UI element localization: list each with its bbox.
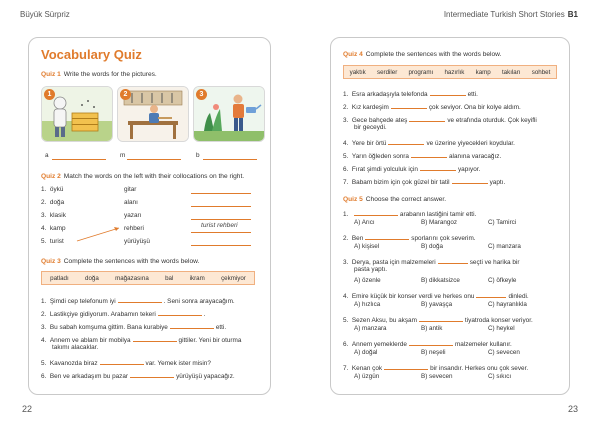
sentence-text: var. Yemek ister misin?: [145, 360, 211, 367]
option-c[interactable]: C) sıkıcı: [488, 373, 512, 380]
book-title: Büyük Sürpriz: [20, 10, 70, 19]
quiz-5-question-2: [343, 233, 476, 243]
quiz-5-question-5: [343, 315, 533, 325]
sentence-text: yaptı.: [489, 179, 506, 186]
page-number-left: 22: [22, 404, 33, 414]
option-a[interactable]: A) özenle: [354, 277, 381, 284]
match-answer-line-3[interactable]: [191, 219, 251, 220]
level-badge: B1: [567, 10, 578, 19]
quiz-3-instruction: Complete the sentences with the words below.: [63, 258, 200, 265]
match-answer-line-2[interactable]: [191, 206, 251, 207]
sentence-text: çok seviyor. Ona bir kolye aldım.: [428, 104, 521, 111]
picture-2-badge: 2: [120, 89, 131, 100]
fill-blank[interactable]: [384, 363, 428, 370]
series-title: [444, 10, 578, 19]
sentence-text: Yere bir örtü: [351, 140, 387, 147]
question-text: tiyatroda konser veriyor.: [464, 317, 533, 324]
question-number: 5.: [343, 317, 349, 324]
quiz-4-sentence-4: [343, 138, 515, 148]
quiz-4-sentence-7: [343, 177, 505, 187]
sentence-text: Şimdi cep telefonum iyi: [49, 298, 116, 305]
quiz-1-number: Quiz 1: [41, 71, 61, 78]
quiz-5-heading: [343, 196, 446, 203]
sentence-number: 5.: [41, 360, 47, 367]
quiz-3-word-box: [41, 271, 255, 285]
quiz-5-question-6: [343, 339, 512, 349]
match-row-number: 5.: [41, 238, 47, 245]
option-c[interactable]: C) heykel: [488, 325, 515, 332]
question-number: 2.: [343, 235, 349, 242]
word-bank-item: sohbet: [531, 68, 551, 76]
quiz-3-heading: [41, 258, 199, 265]
sentence-text: .: [203, 311, 206, 318]
match-example-answer: turist rehberi: [201, 222, 238, 229]
fill-blank[interactable]: [476, 291, 506, 298]
match-right-word: gitar: [124, 186, 137, 193]
match-left-word: turist: [49, 238, 64, 245]
fill-blank[interactable]: [354, 209, 398, 216]
quiz-3-sentence-5: [41, 358, 211, 368]
option-b[interactable]: B) neşeli: [421, 349, 446, 356]
fill-blank[interactable]: [118, 296, 162, 303]
match-right-word: alanı: [124, 199, 138, 206]
sentence-text: Babam bizim için çok güzel bir tatil: [351, 179, 450, 186]
question-text: Kenan çok: [351, 365, 383, 372]
quiz-3-sentence-4-cont: takımı alacaklar.: [52, 344, 99, 351]
sentence-number: 4.: [343, 140, 349, 147]
option-c[interactable]: C) Tamirci: [488, 219, 517, 226]
fill-blank[interactable]: [388, 138, 424, 145]
sentence-number: 1.: [343, 91, 349, 98]
fill-blank[interactable]: [170, 322, 214, 329]
quiz-5-number: Quiz 5: [343, 196, 363, 203]
quiz-4-sentence-5: [343, 151, 501, 161]
quiz-4-heading: [343, 51, 501, 58]
match-row-number: 1.: [41, 186, 47, 193]
option-a[interactable]: A) manzara: [354, 325, 387, 332]
fill-blank[interactable]: [411, 151, 447, 158]
fill-blank[interactable]: [419, 315, 463, 322]
picture-1-badge: 1: [44, 89, 55, 100]
sentence-number: 3.: [41, 324, 47, 331]
quiz-2-instruction: Match the words on the left with their collocations on the right.: [63, 173, 245, 180]
option-c[interactable]: C) sevecen: [488, 349, 520, 356]
fill-blank[interactable]: [420, 164, 456, 171]
match-left-word: klasik: [49, 212, 66, 219]
page-number-right: 23: [567, 404, 578, 414]
sentence-text: ve etrafında oturduk. Çok keyifli: [447, 117, 537, 124]
question-text: arabanın lastiğini tamir etti.: [399, 211, 477, 218]
sentence-text: alanına varacağız.: [449, 153, 502, 160]
quiz-4-sentence-6: [343, 164, 480, 174]
quiz-5-question-3-cont: pasta yaptı.: [354, 266, 388, 273]
question-text: Ben: [351, 235, 364, 242]
question-text: Derya, pasta için malzemeleri: [351, 259, 436, 266]
word-bank-item: ikram: [189, 274, 205, 282]
quiz-3-sentence-2: [41, 309, 206, 319]
word-bank-item: bal: [165, 274, 174, 282]
quiz-3-sentence-3: [41, 322, 226, 332]
option-b[interactable]: B) antik: [421, 325, 443, 332]
answer-letter-b: b: [196, 152, 200, 159]
fill-blank[interactable]: [409, 339, 453, 346]
word-bank-item: kamp: [475, 68, 491, 76]
sentence-number: 5.: [343, 153, 349, 160]
quiz-5-question-1: [343, 209, 476, 219]
question-text: Emire küçük bir konser verdi ve herkes onu: [351, 293, 475, 300]
quiz-3-number: Quiz 3: [41, 258, 61, 265]
sentence-number: 6.: [41, 373, 47, 380]
match-answer-line-5[interactable]: [191, 245, 251, 246]
match-row-number: 4.: [41, 225, 47, 232]
sentence-number: 3.: [343, 117, 349, 124]
quiz-5-question-7: [343, 363, 528, 373]
quiz-4-sentence-2: [343, 102, 521, 112]
series-title-text: Intermediate Turkish Short Stories: [443, 10, 565, 19]
fill-blank[interactable]: [130, 371, 174, 378]
question-text: sporlarını çok severim.: [411, 235, 476, 242]
sentence-text: ve üzerine yiyecekleri koydular.: [426, 140, 515, 147]
word-bank-item: patladı: [50, 274, 69, 282]
answer-letter-m: m: [120, 152, 126, 159]
match-right-word: yazarı: [124, 212, 142, 219]
answer-letter-a: a: [45, 152, 49, 159]
option-a[interactable]: A) üzgün: [354, 373, 380, 380]
question-text: dinledi.: [508, 293, 529, 300]
question-text: seçti ve harika bir: [469, 259, 520, 266]
option-c[interactable]: C) manzara: [488, 243, 521, 250]
option-b[interactable]: B) dikkatsizce: [421, 277, 460, 284]
sentence-number: 2.: [343, 104, 349, 111]
sentence-text: Kavanozda biraz: [49, 360, 98, 367]
quiz-4-instruction: Complete the sentences with the words below.: [365, 51, 502, 58]
sentence-text: Lastikçiye gidiyorum. Arabamın tekeri: [49, 311, 156, 318]
sentence-text: gittiler. Yeni bir oturma: [178, 337, 242, 344]
word-bank-item: programı: [408, 68, 434, 76]
sentence-text: yapıyor.: [457, 166, 481, 173]
fill-blank[interactable]: [391, 102, 427, 109]
fill-blank[interactable]: [158, 309, 202, 316]
question-text: Sezen Aksu, bu akşam: [351, 317, 417, 324]
sentence-number: 2.: [41, 311, 47, 318]
sentence-text: Gece bahçede ateş: [351, 117, 408, 124]
option-b[interactable]: B) Marangoz: [421, 219, 458, 226]
quiz-3-sentence-6: [41, 371, 235, 381]
match-right-word: yürüyüşü: [124, 238, 150, 245]
sentence-text: . Seni sonra arayacağım.: [163, 298, 235, 305]
quiz-4-word-box: [343, 65, 557, 79]
sentence-text: etti.: [215, 324, 227, 331]
quiz-3-sentence-1: [41, 296, 235, 306]
quiz-5-instruction: Choose the correct answer.: [365, 196, 447, 203]
match-left-word: doğa: [49, 199, 65, 206]
option-a[interactable]: A) kişisel: [354, 243, 380, 250]
sentence-number: 1.: [41, 298, 47, 305]
fill-blank[interactable]: [100, 358, 144, 365]
sentence-text: Fırat şimdi yolculuk için: [351, 166, 418, 173]
sentence-text: Ben ve arkadaşım bu pazar: [49, 373, 129, 380]
sentence-text: Bu sabah komşuma gittim. Bana kurabiye: [49, 324, 168, 331]
word-bank-item: serdiler: [376, 68, 398, 76]
match-right-word: rehberi: [124, 225, 144, 232]
question-number: 7.: [343, 365, 349, 372]
word-bank-item: doğa: [85, 274, 99, 282]
word-bank-item: yaktık: [349, 68, 366, 76]
question-text: malzemeler kullanır.: [454, 341, 512, 348]
option-b[interactable]: B) yavaşça: [421, 301, 453, 308]
quiz-4-number: Quiz 4: [343, 51, 363, 58]
sentence-text: Esra arkadaşıyla telefonda: [351, 91, 428, 98]
question-number: 6.: [343, 341, 349, 348]
match-row-number: 2.: [41, 199, 47, 206]
match-row-number: 3.: [41, 212, 47, 219]
sentence-number: 7.: [343, 179, 349, 186]
match-left-word: kamp: [49, 225, 66, 232]
sentence-text: yürüyüşü yapacağız.: [176, 373, 235, 380]
word-bank-item: takıları: [501, 68, 521, 76]
fill-blank[interactable]: [430, 89, 466, 96]
quiz-4-sentence-3-cont: bir geceydi.: [354, 124, 387, 131]
sentence-number: 6.: [343, 166, 349, 173]
fill-blank[interactable]: [452, 177, 488, 184]
question-text: bir insandır. Herkes onu çok sever.: [430, 365, 529, 372]
page-title: Vocabulary Quiz: [41, 47, 142, 62]
match-left-word: öykü: [49, 186, 64, 193]
question-text: Annem yemeklerde: [351, 341, 407, 348]
sentence-text: Kız kardeşim: [351, 104, 389, 111]
quiz-panel-right: [330, 37, 570, 395]
option-a[interactable]: A) hızlıca: [354, 301, 381, 308]
option-c[interactable]: C) hayranlıkla: [488, 301, 527, 308]
match-answer-line-1[interactable]: [191, 193, 251, 194]
fill-blank[interactable]: [438, 257, 468, 264]
sentence-number: 4.: [41, 337, 47, 344]
question-number: 4.: [343, 293, 349, 300]
option-a[interactable]: A) doğal: [354, 349, 378, 356]
fill-blank[interactable]: [409, 115, 445, 122]
option-b[interactable]: B) doğa: [421, 243, 444, 250]
quiz-1-instruction: Write the words for the pictures.: [63, 71, 157, 78]
option-b[interactable]: B) sevecen: [421, 373, 453, 380]
vocabulary-quiz-panel: [28, 37, 271, 395]
fill-blank[interactable]: [133, 335, 177, 342]
option-a[interactable]: A) Arıcı: [354, 219, 375, 226]
picture-3-badge: 3: [196, 89, 207, 100]
word-bank-item: mağazasına: [115, 274, 149, 282]
sentence-text: etti.: [467, 91, 478, 98]
word-bank-item: hazırlık: [444, 68, 465, 76]
word-bank-item: çekmiyor: [221, 274, 246, 282]
quiz-2-number: Quiz 2: [41, 173, 61, 180]
quiz-5-question-4: [343, 291, 529, 301]
question-number: 3.: [343, 259, 349, 266]
option-c[interactable]: C) öfkeyle: [488, 277, 517, 284]
question-number: 1.: [343, 211, 349, 218]
match-answer-line-4[interactable]: [191, 232, 251, 233]
quiz-4-sentence-1: [343, 89, 478, 99]
sentence-text: Annem ve ablam bir mobilya: [49, 337, 131, 344]
sentence-text: Yarın öğleden sonra: [351, 153, 409, 160]
fill-blank[interactable]: [365, 233, 409, 240]
